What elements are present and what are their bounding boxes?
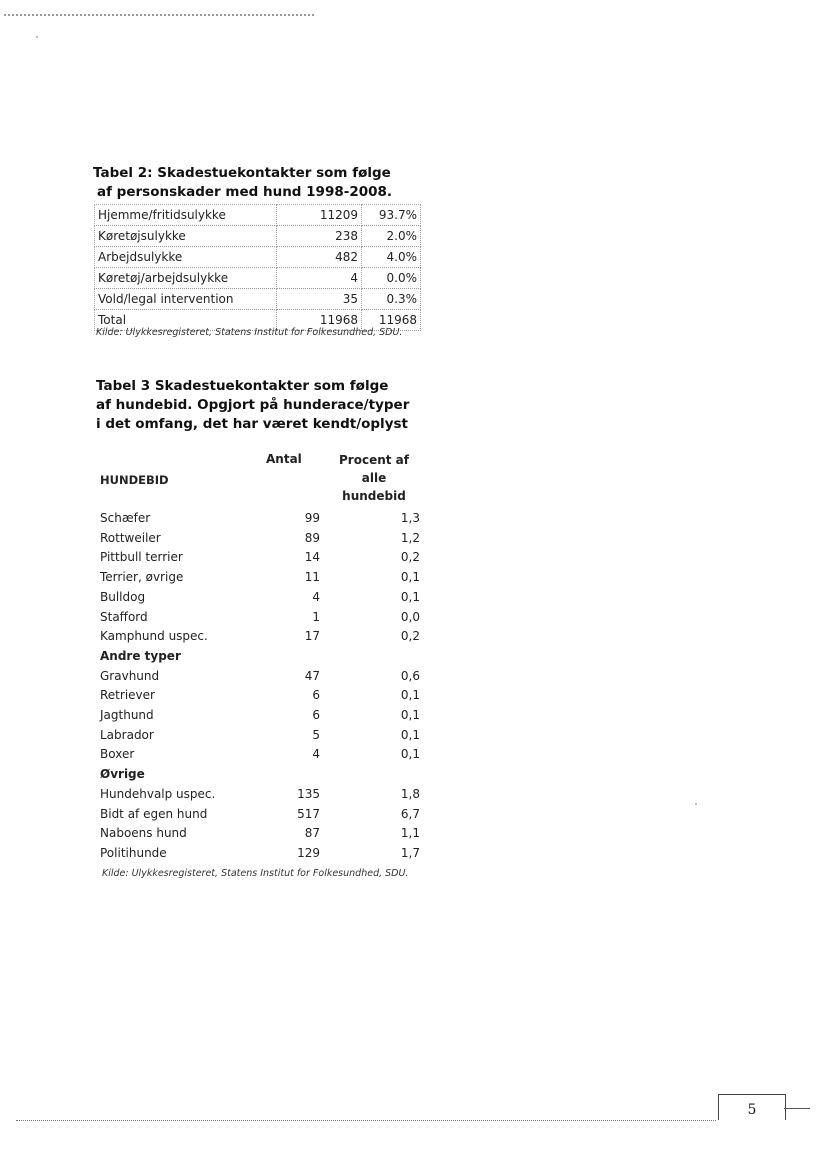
table-row <box>100 529 420 549</box>
row-antal: 87 <box>304 826 320 841</box>
table2-title-line: af personskader med hund 1998-2008. <box>97 184 393 200</box>
row-percent: 0,2 <box>400 550 420 565</box>
table3-header-percent <box>326 451 422 505</box>
row-antal: 4 <box>312 747 320 762</box>
row-label: Køretøj/arbejdsulykke <box>95 268 277 289</box>
row-label: Kamphund uspec. <box>100 629 208 644</box>
row-antal: 4 <box>277 268 362 289</box>
table3 <box>100 509 420 864</box>
table3-header-percent-line: hundebid <box>342 489 406 503</box>
row-percent: 0,2 <box>400 629 420 644</box>
row-percent: 1,1 <box>400 826 420 841</box>
row-antal: 11968 <box>277 310 362 331</box>
row-antal: 11 <box>304 570 320 585</box>
row-percent: 0.3% <box>362 289 421 310</box>
row-percent: 93.7% <box>362 205 421 226</box>
table-row <box>95 268 421 289</box>
row-label: Politihunde <box>100 845 167 860</box>
page-number: 5 <box>718 1094 786 1120</box>
row-percent: 1,3 <box>400 511 420 525</box>
row-label: Total <box>95 310 277 331</box>
table-row <box>100 844 420 864</box>
row-antal <box>240 765 320 785</box>
row-antal: 99 <box>304 511 320 525</box>
row-percent: 0,1 <box>400 727 420 742</box>
group-label: Øvrige <box>100 767 145 782</box>
table3-title <box>96 377 409 434</box>
row-percent <box>320 647 420 667</box>
row-label: Labrador <box>100 727 154 742</box>
table-row <box>100 509 420 529</box>
table-row <box>100 824 420 844</box>
row-antal: 1 <box>312 609 320 624</box>
row-percent: 0.0% <box>362 268 421 289</box>
table-row <box>100 667 420 687</box>
table3-title-line: Tabel 3 Skadestuekontakter som følge <box>96 378 389 394</box>
row-label: Schæfer <box>100 511 151 525</box>
table2-title-line: Tabel 2: Skadestuekontakter som følge <box>93 165 391 181</box>
row-antal: 4 <box>312 589 320 604</box>
table-row <box>100 785 420 805</box>
scan-artifact-line <box>4 14 314 16</box>
row-percent: 11968 <box>362 310 421 331</box>
row-label: Hjemme/fritidsulykke <box>95 205 277 226</box>
row-label: Arbejdsulykke <box>95 247 277 268</box>
scan-artifact-dot <box>36 36 38 38</box>
row-label: Boxer <box>100 747 135 762</box>
row-label: Køretøjsulykke <box>95 226 277 247</box>
table-group-row <box>100 647 420 667</box>
row-percent: 0,1 <box>400 688 420 703</box>
table2-title <box>93 164 392 202</box>
row-antal: 89 <box>304 530 320 545</box>
row-percent: 0,1 <box>400 589 420 604</box>
group-label: Andre typer <box>100 648 181 663</box>
footer-rule-tail <box>784 1108 810 1109</box>
row-percent: 1,7 <box>400 845 420 860</box>
row-percent: 4.0% <box>362 247 421 268</box>
row-label: Rottweiler <box>100 530 161 545</box>
row-antal: 6 <box>312 688 320 703</box>
row-antal: 47 <box>304 668 320 683</box>
row-antal: 238 <box>277 226 362 247</box>
row-percent: 0,6 <box>400 668 420 683</box>
table-row <box>100 745 420 765</box>
row-percent: 0,1 <box>400 570 420 585</box>
table3-source: Kilde: Ulykkesregisteret, Statens Institut for Folkesundhed, SDU. <box>102 868 409 879</box>
table-row <box>100 686 420 706</box>
table-group-row <box>100 765 420 785</box>
table3-header-percent-line: Procent af alle <box>339 453 409 485</box>
row-percent: 0,1 <box>400 708 420 723</box>
row-antal: 14 <box>304 550 320 565</box>
footer-rule <box>16 1120 716 1121</box>
table2-source: Kilde: Ulykkesregisteret, Statens Institut for Folkesundhed, SDU. <box>96 327 403 338</box>
row-label: Terrier, øvrige <box>100 570 184 585</box>
row-label: Hundehvalp uspec. <box>100 786 216 801</box>
table3-title-line: i det omfang, det har været kendt/oplyst <box>96 416 408 432</box>
row-label: Retriever <box>100 688 155 703</box>
scan-artifact-dot <box>695 803 697 805</box>
row-antal: 17 <box>304 629 320 644</box>
row-label: Naboens hund <box>100 826 187 841</box>
row-antal: 129 <box>297 845 320 860</box>
row-label: Bidt af egen hund <box>100 806 208 821</box>
table-row <box>100 706 420 726</box>
row-antal <box>240 647 320 667</box>
table-row <box>100 568 420 588</box>
table-row <box>100 805 420 825</box>
row-antal: 11209 <box>277 205 362 226</box>
row-label: Stafford <box>100 609 148 624</box>
row-label: Pittbull terrier <box>100 550 183 565</box>
row-label: Bulldog <box>100 589 146 604</box>
table-row <box>100 608 420 628</box>
table-row <box>95 226 421 247</box>
table-row <box>95 247 421 268</box>
row-antal: 35 <box>277 289 362 310</box>
row-antal: 135 <box>297 786 320 801</box>
table-row <box>100 726 420 746</box>
row-antal: 517 <box>297 806 320 821</box>
row-label: Vold/legal intervention <box>95 289 277 310</box>
table3-header-antal: Antal <box>266 452 302 466</box>
row-percent: 2.0% <box>362 226 421 247</box>
table2 <box>94 204 421 331</box>
row-antal: 5 <box>312 727 320 742</box>
row-percent: 6,7 <box>400 806 420 821</box>
row-label: Gravhund <box>100 668 160 683</box>
table-row <box>100 548 420 568</box>
table-row <box>95 289 421 310</box>
row-percent: 0,1 <box>400 747 420 762</box>
table3-title-line: af hundebid. Opgjort på hunderace/typer <box>96 397 410 413</box>
row-percent: 1,8 <box>400 786 420 801</box>
row-label: Jagthund <box>100 708 154 723</box>
table-row <box>100 588 420 608</box>
table3-header-hundebid: HUNDEBID <box>100 473 169 487</box>
row-antal: 6 <box>312 708 320 723</box>
row-percent: 0,0 <box>400 609 420 624</box>
row-percent <box>320 765 420 785</box>
table-row <box>95 205 421 226</box>
table-row <box>100 627 420 647</box>
row-antal: 482 <box>277 247 362 268</box>
row-percent: 1,2 <box>400 530 420 545</box>
